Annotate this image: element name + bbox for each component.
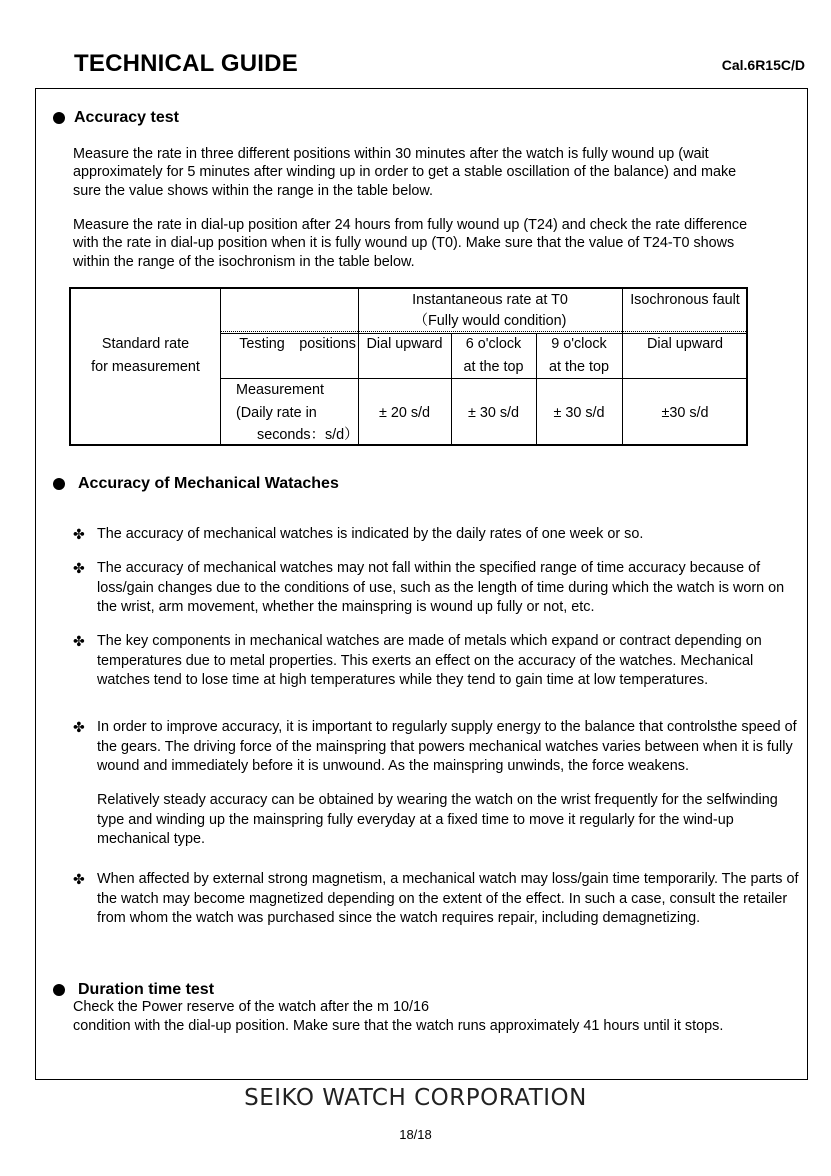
nine-oclock-header-line-2: at the top [548, 359, 609, 375]
accuracy-test-paragraph-2: Measure the rate in dial-up position after 24 hours from fully wound up (T24) and check the rate difference with the rate in dial-up position when it is fully wound up (T0). Make sure that the value of T24-T0 shows within the range of the isochronism in the table below. [73, 217, 748, 270]
fully-wound-condition-header: （Fully would condition) [413, 313, 567, 329]
list-item [73, 559, 803, 618]
accuracy-spec-table [69, 287, 748, 446]
bullet-dot-icon [53, 112, 65, 124]
instantaneous-rate-header: Instantaneous rate at T0 [412, 292, 568, 308]
list-item [73, 870, 803, 929]
list-item [73, 632, 803, 691]
bullet-flower-icon: ✤ [73, 871, 85, 887]
measurement-label-line-1: Measurement [236, 382, 324, 398]
list-item [73, 718, 803, 777]
six-oclock-value: ± 30 s/d [467, 405, 520, 421]
nine-oclock-value: ± 30 s/d [553, 405, 605, 421]
six-oclock-header-line-1: 6 o'clock [465, 336, 522, 352]
dial-upward-value: ± 20 s/d [378, 405, 431, 421]
list-item-text: When affected by external strong magnetism, a mechanical watch may loss/gain time temporarily. The parts of the watch may become magnetized depending on the extent of the effect. In such a case, consult the retailer from whom the watch was purchased since the watch requires repair, including demagnetizing. [97, 871, 799, 926]
bullet-dot-icon [53, 478, 65, 490]
page-number: 18/18 [399, 1127, 432, 1142]
document-title: TECHNICAL GUIDE [74, 50, 298, 77]
bullet-flower-icon: ✤ [73, 719, 85, 735]
list-item-continuation [73, 791, 803, 850]
company-logo-text: SEIKO WATCH CORPORATION [244, 1085, 587, 1111]
isochronous-fault-header: Isochronous fault [630, 292, 740, 308]
duration-test-heading-text: Duration time test [78, 981, 215, 998]
list-item-text: The key components in mechanical watches are made of metals which expand or contract depending on temperatures due to metal properties. This exerts an effect on the accuracy of the watches. Mechanical watches tend to lose time at high temperatures while they tend to gain time at low temperatures. [97, 633, 762, 688]
measurement-label-line-2: (Daily rate in [236, 405, 317, 421]
measurement-label-line-3: seconds：s/d） [257, 427, 359, 443]
list-item-text: Relatively steady accuracy can be obtained by wearing the watch on the wrist frequently for the selfwinding type and winding up the mainspring fully everyday at a fixed time to move it regularly for the wind-up mechanical type. [97, 792, 778, 847]
duration-test-line-2: condition with the dial-up position. Make sure that the watch runs approximately 41 hours until it stops. [73, 1018, 724, 1034]
row-header-line-1: Standard rate [101, 336, 190, 352]
bullet-spacer [73, 791, 97, 850]
accuracy-test-heading-text: Accuracy test [74, 109, 179, 126]
bullet-flower-icon: ✤ [73, 560, 85, 576]
mechanical-accuracy-heading [53, 475, 339, 493]
caliber-model: Cal.6R15C/D [721, 57, 805, 73]
bullet-flower-icon: ✤ [73, 633, 85, 649]
list-item-text: In order to improve accuracy, it is important to regularly supply energy to the balance that controlsthe speed of the gears. The driving force of the mainspring that powers mechanical watches varies between when it is fully wound and immediately before it is unwound. As the mainspring unwinds, the force weakens. [97, 719, 797, 774]
six-oclock-header-line-2: at the top [463, 359, 524, 375]
duration-test-heading [53, 981, 214, 999]
bullet-flower-icon: ✤ [73, 526, 85, 542]
accuracy-test-heading [53, 109, 179, 127]
nine-oclock-header-line-1: 9 o'clock [551, 336, 607, 352]
accuracy-test-paragraph-1: Measure the rate in three different positions within 30 minutes after the watch is fully wound up (wait approximately for 5 minutes after winding up in order to get a stable oscillation of the balance) and make sure the value shows within the range in the table below. [73, 146, 737, 199]
isochronous-dial-upward-header: Dial upward [647, 336, 723, 352]
testing-positions-label: Testing positions [239, 336, 356, 352]
bullet-dot-icon [53, 984, 65, 996]
mechanical-accuracy-heading-text: Accuracy of Mechanical Wataches [78, 475, 339, 492]
isochronous-value: ±30 s/d [661, 405, 709, 421]
list-item-text: The accuracy of mechanical watches is indicated by the daily rates of one week or so. [97, 526, 644, 542]
row-header-line-2: for measurement [91, 359, 200, 375]
duration-test-line-1: Check the Power reserve of the watch after the m 10/16 [73, 999, 429, 1015]
list-item [73, 525, 803, 545]
dial-upward-header: Dial upward [366, 336, 443, 352]
list-item-text: The accuracy of mechanical watches may not fall within the specified range of time accuracy because of loss/gain changes due to the conditions of use, such as the length of time during which the watch is worn on the wrist, arm movement, whether the mainspring is wound up fully or not, etc. [97, 560, 785, 615]
